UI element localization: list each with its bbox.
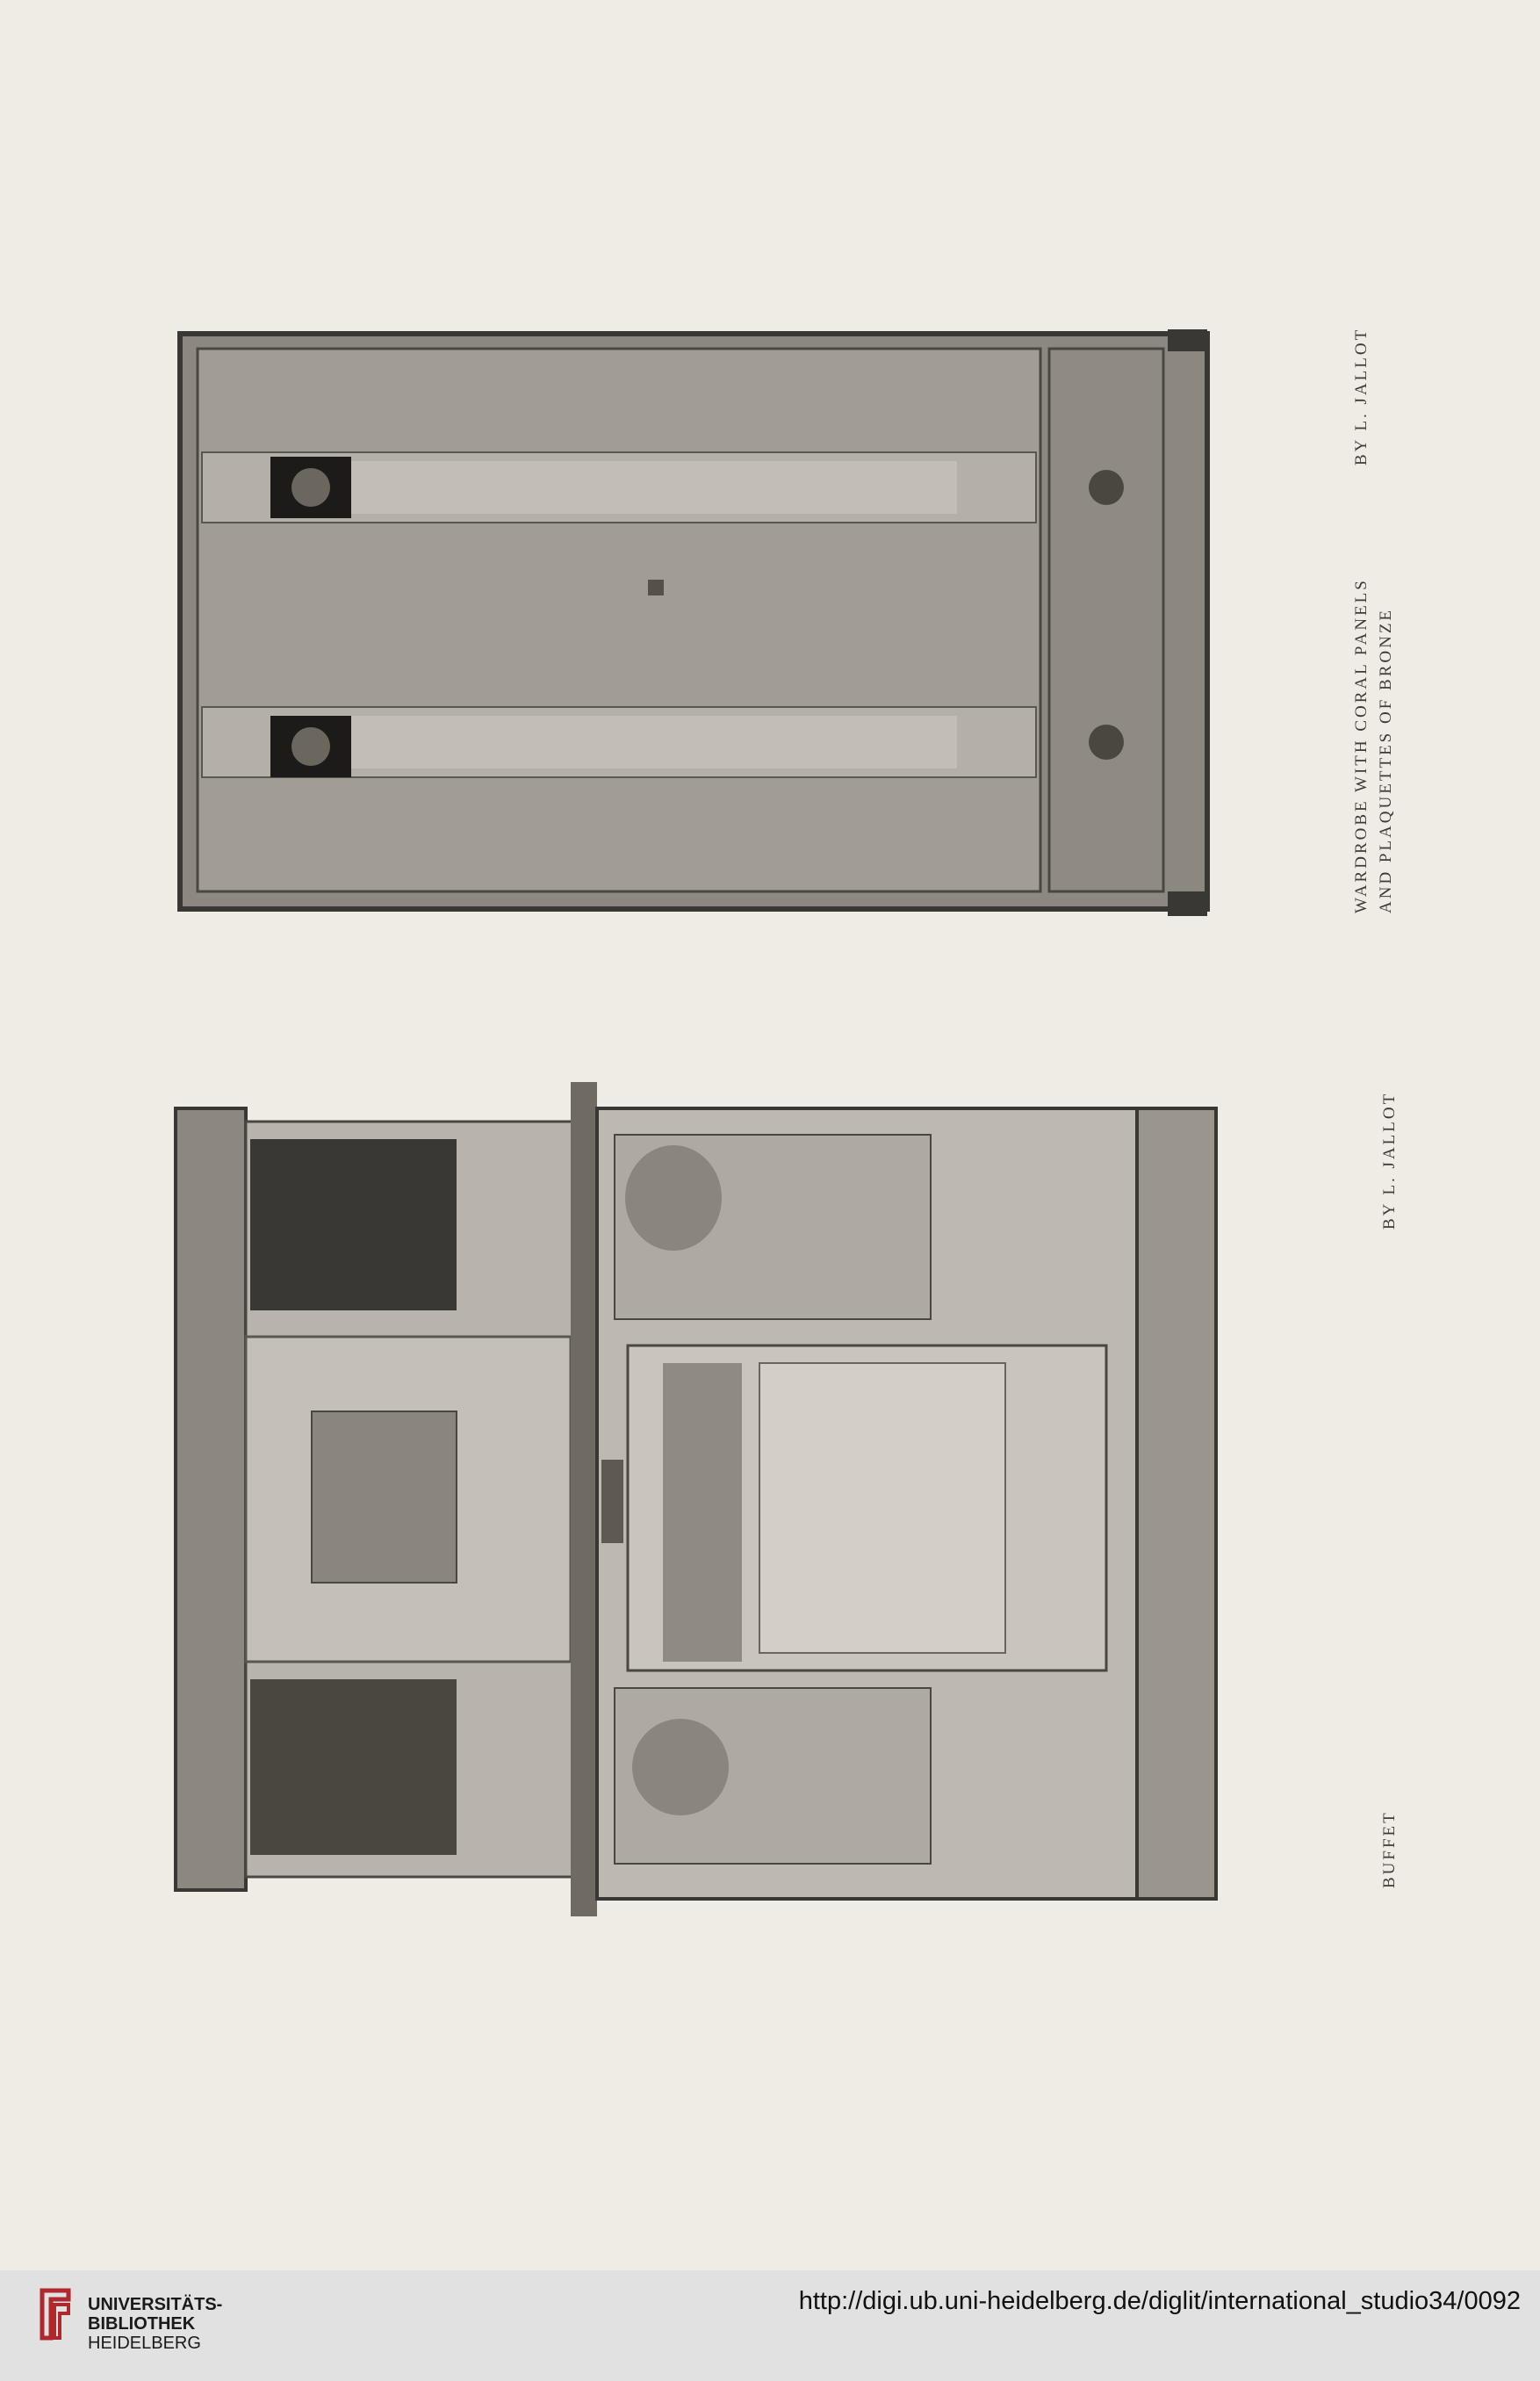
buffet-illustration: [171, 1082, 1225, 1916]
source-url-link[interactable]: http://digi.ub.uni-heidelberg.de/diglit/international_studio34/0092: [798, 2287, 1521, 2315]
wardrobe-illustration: [176, 329, 1212, 918]
logo-line-1: UNIVERSITÄTS-: [88, 2295, 223, 2314]
wardrobe-caption-line2: AND PLAQUETTES OF BRONZE: [1377, 607, 1395, 913]
logo-line-2: BIBLIOTHEK: [88, 2314, 196, 2334]
logo-line-3: HEIDELBERG: [88, 2334, 201, 2353]
buffet-credit: BY L. JALLOT: [1380, 1091, 1399, 1230]
library-logo-icon: [33, 2284, 77, 2345]
wardrobe-caption: WARDROBE WITH CORAL PANELS: [1352, 578, 1371, 913]
wardrobe-credit: BY L. JALLOT: [1352, 327, 1371, 465]
buffet-caption: BUFFET: [1380, 1810, 1399, 1888]
